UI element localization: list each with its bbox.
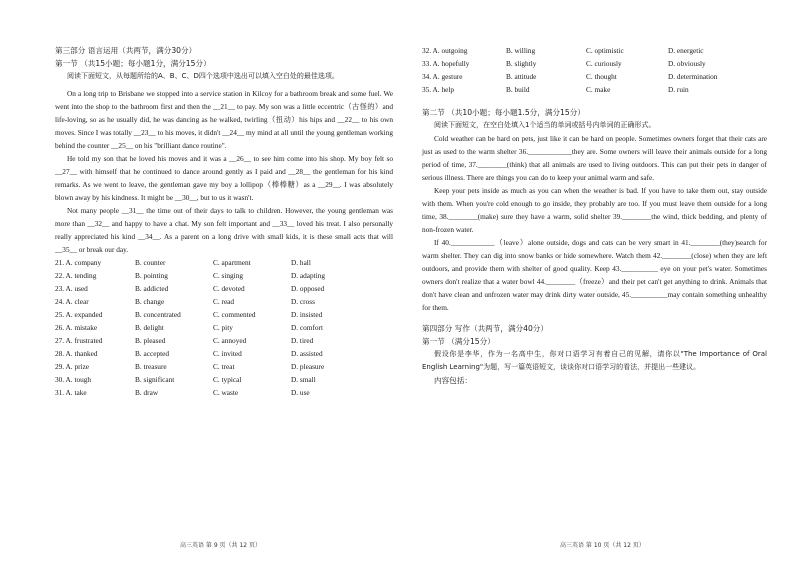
content-label: 内容包括： (434, 376, 472, 386)
cloze-options-right (422, 44, 767, 96)
option-row-34: 34. A. gesture B. attitude C. thought D. determination (422, 72, 718, 82)
option-row-26: 26. A. mistake B. delight C. pity D. comfort (55, 323, 324, 333)
grammar-paragraph-3: If 40.____________（leave）alone outside, dogs and cats can be very smart in 41.________(they)search for warm shelter. They can dig into snow banks or hide somewhere. Watch them 42.________(close) when they are left outdoors, and provide them with shelter of good quality. Keep 43.__________ eye on your pet's water. Sometimes owners don't realize that a water bowl 44.________（freeze）and their pet can't get anything to drink. Animals that don't have clean and unfrozen water may drink dirty water outside, 45.__________may contain something unhealthy for them. (422, 238, 767, 313)
writing-prompt: 假设你是李华，作为一名高中生，你对口语学习有着自己的见解，请你以"The Importance of Oral English Learning"为题，写一篇英语短文，谈谈你对口语学习的看法，并提出一些建议。 (422, 350, 767, 372)
cloze-paragraph-2: He told my son that he loved his moves and it was a __26__ to see him come into his shop. My boy felt so __27__ with himself that he continued to dance around gently as I paid and __28__ the gentleman for his kind remarks. As we went to leave, the gentleman gave my boy a lollipop（棒棒糖）as a __29__. I was absolutely blown away by his kindness. It might be __30__, but to us it wasn't. (55, 154, 393, 202)
option-row-23: 23. A. used B. addicted C. devoted D. opposed (55, 284, 325, 294)
grammar-paragraph-1: Cold weather can be hard on pets, just like it can be hard on people. Sometimes owners forget that their cats are just as used to the warm shelter 36.____________they are. Some owners will leave their animals outside for a long period of time, 37.________(think) that all animals are used to living outdoors. This can put their pets in danger of serious illness. There are things you can do to keep your animal warm and safe. (422, 134, 767, 183)
option-row-21: 21. A. company B. counter C. apartment D. hall (55, 258, 311, 267)
option-row-25: 25. A. expanded B. concentrated C. commented D. insisted (55, 310, 323, 320)
left-page-footer: 高三英语 第 9 页（共 12 页） (180, 542, 261, 549)
option-row-27: 27. A. frustrated B. pleased C. annoyed D. tired (55, 336, 314, 346)
right-page-footer: 高三英语 第 10 页（共 12 页） (560, 542, 645, 549)
part4-title: 第四部分 写作（共两节，满分40分） (422, 324, 548, 334)
cloze-options-left (55, 256, 393, 400)
part4-section1-title: 第一节 （满分15分） (422, 337, 495, 347)
part3-title: 第三部分 语言运用（共两节，满分30分） (55, 46, 197, 55)
section2-instruction: 阅读下面短文，在空白处填入1个适当的单词或括号内单词的正确形式。 (434, 121, 656, 130)
cloze-paragraph-1: On a long trip to Brisbane we stopped into a service station in Kilcoy for a bathroom break and some fuel. We went into the shop to the bathroom first and then the __21__ to pay. My son was a little eccentric（古怪的）and life-loving, so as he usually did, he was dancing as he walked, twirling（扭动）his hips and __22__ to his own moves. Since I was totally __23__ to his moves, it didn't __24__ my mind at all until the young gentleman working behind the counter __25__ on his "brilliant dance routine". (55, 89, 393, 150)
option-row-29: 29. A. prize B. treasure C. treat D. pleasure (55, 362, 325, 372)
cloze-paragraph-3: Not many people __31__ the time out of their days to talk to children. However, the young gentleman was more than __32__ and happy to have a chat. My son felt important and __33__ loved his treat. I also personally really appreciated his kind __34__. As a parent on a long drive with small kids, it is these small acts that will __35__ or break our day. (55, 206, 393, 254)
right-page (422, 44, 767, 387)
option-row-30: 30. A. tough B. significant C. typical D. small (55, 375, 316, 385)
option-row-22: 22. A. tending B. pointing C. singing D. adapting (55, 271, 326, 281)
option-row-35: 35. A. help B. build C. make D. ruin (422, 85, 689, 95)
option-row-28: 28. A. thanked B. accepted C. invited D. assisted (55, 349, 323, 359)
left-page (55, 44, 393, 400)
option-row-32: 32. A. outgoing B. willing C. optimistic D. energetic (422, 46, 704, 55)
option-row-33: 33. A. hopefully B. slightly C. curiously D. obviously (422, 59, 706, 69)
section1-instruction: 阅读下面短文，从每题所给的A、B、C、D四个选项中选出可以填入空白处的最佳选项。 (67, 72, 339, 80)
grammar-paragraph-2: Keep your pets inside as much as you can when the weather is bad. If you have to take them out, stay outside with them. When you're cold enough to go inside, they probably are too. If you must leave them outside for a long time, 38.________(make) sure they have a warm, solid shelter 39.________the wind, thick bedding, and plenty of non-frozen water. (422, 186, 767, 235)
section1-title: 第一节 （共15小题；每小题1分，满分15分） (55, 59, 211, 68)
option-row-24: 24. A. clear B. change C. read D. cross (55, 297, 315, 307)
section2-title: 第二节 （共10小题；每小题1.5分，满分15分） (422, 108, 585, 118)
option-row-31: 31. A. take B. draw C. waste D. use (55, 388, 310, 398)
